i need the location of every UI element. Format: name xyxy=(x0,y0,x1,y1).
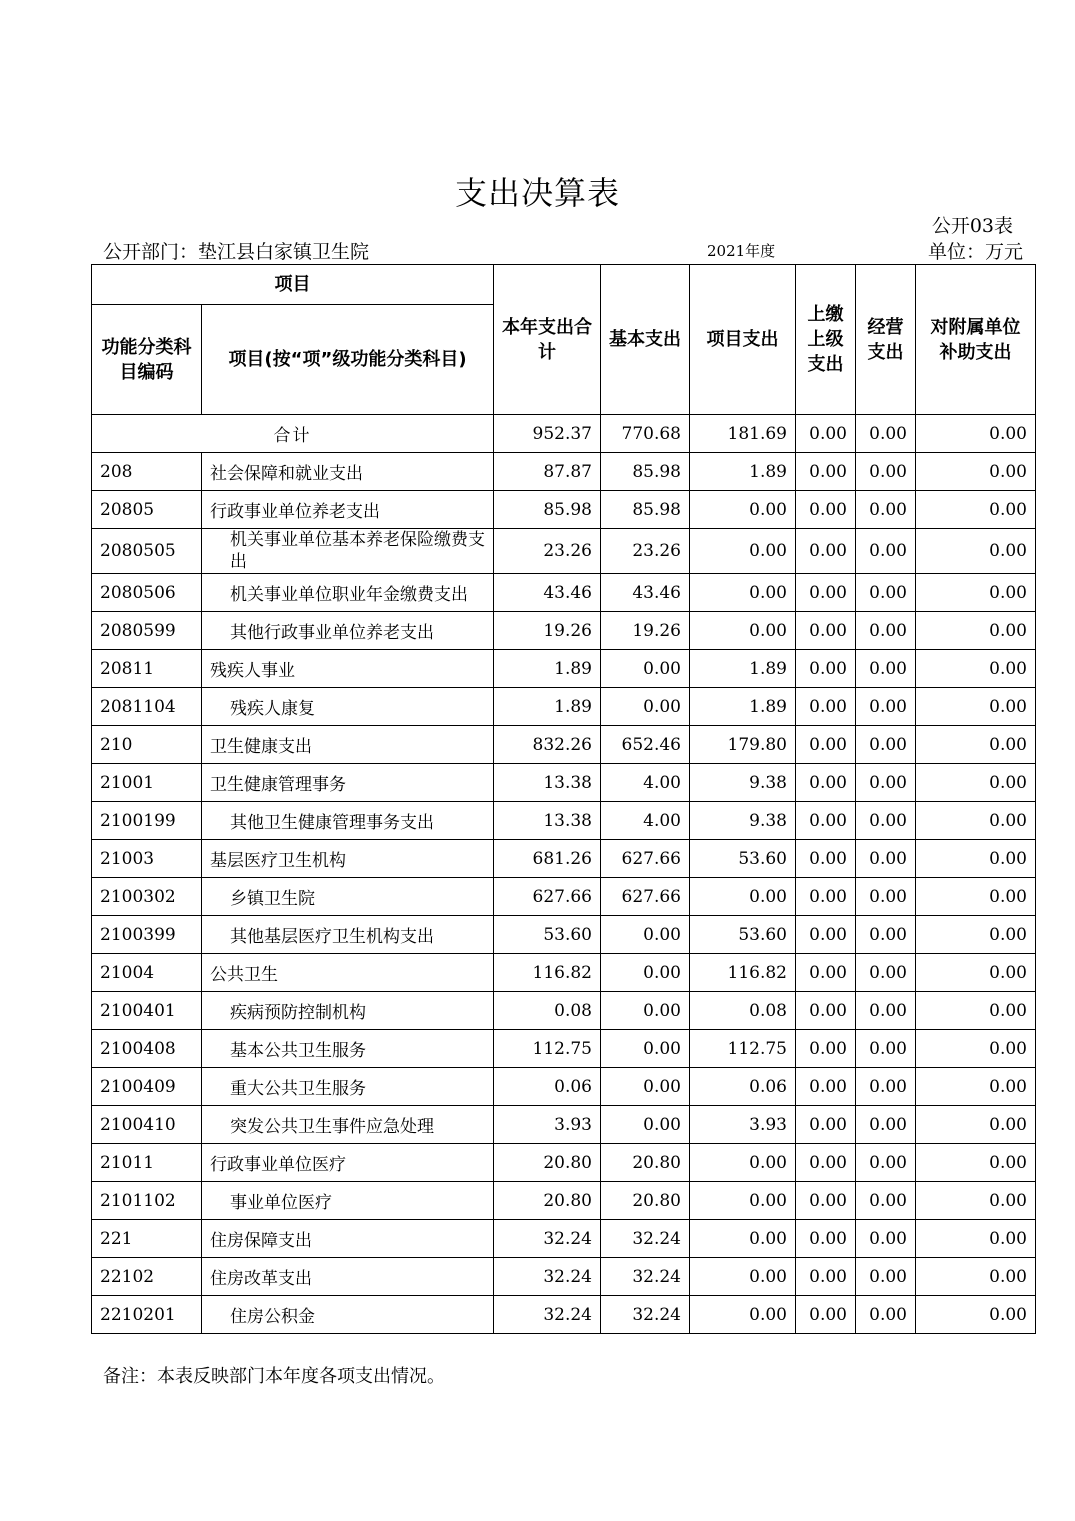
row-name: 其他基层医疗卫生机构支出 xyxy=(202,916,494,954)
row-upper: 0.00 xyxy=(796,1258,856,1296)
row-subsidy: 0.00 xyxy=(916,992,1036,1030)
row-operating: 0.00 xyxy=(856,1220,916,1258)
row-operating: 0.00 xyxy=(856,878,916,916)
row-item: 0.00 xyxy=(690,1296,796,1334)
row-upper: 0.00 xyxy=(796,1068,856,1106)
table-row xyxy=(92,650,1036,688)
table-row xyxy=(92,1296,1036,1334)
row-total: 20.80 xyxy=(494,1182,601,1220)
row-item: 179.80 xyxy=(690,726,796,764)
row-basic: 20.80 xyxy=(601,1182,690,1220)
row-item: 0.00 xyxy=(690,574,796,612)
row-upper: 0.00 xyxy=(796,491,856,529)
row-subsidy: 0.00 xyxy=(916,574,1036,612)
row-name: 其他卫生健康管理事务支出 xyxy=(202,802,494,840)
row-code: 21003 xyxy=(92,840,202,878)
row-name: 住房改革支出 xyxy=(202,1258,494,1296)
row-operating: 0.00 xyxy=(856,992,916,1030)
total-item: 181.69 xyxy=(690,415,796,453)
row-subsidy: 0.00 xyxy=(916,1182,1036,1220)
header-basic: 基本支出 xyxy=(601,265,690,415)
row-upper: 0.00 xyxy=(796,688,856,726)
row-operating: 0.00 xyxy=(856,726,916,764)
header-operating: 经营支出 xyxy=(856,265,916,415)
row-code: 2100401 xyxy=(92,992,202,1030)
row-name: 机关事业单位职业年金缴费支出 xyxy=(202,574,494,612)
row-item: 0.00 xyxy=(690,1144,796,1182)
row-total: 32.24 xyxy=(494,1258,601,1296)
row-total: 0.06 xyxy=(494,1068,601,1106)
row-total: 32.24 xyxy=(494,1296,601,1334)
table-row xyxy=(92,916,1036,954)
row-basic: 85.98 xyxy=(601,453,690,491)
row-basic: 85.98 xyxy=(601,491,690,529)
row-upper: 0.00 xyxy=(796,612,856,650)
row-name: 公共卫生 xyxy=(202,954,494,992)
row-subsidy: 0.00 xyxy=(916,1258,1036,1296)
form-number: 公开03表 xyxy=(931,215,1013,237)
row-upper: 0.00 xyxy=(796,764,856,802)
row-total: 32.24 xyxy=(494,1220,601,1258)
row-basic: 32.24 xyxy=(601,1220,690,1258)
row-basic: 32.24 xyxy=(601,1296,690,1334)
row-upper: 0.00 xyxy=(796,916,856,954)
row-basic: 32.24 xyxy=(601,1258,690,1296)
row-operating: 0.00 xyxy=(856,1068,916,1106)
total-label: 合计 xyxy=(92,415,494,453)
row-name: 行政事业单位养老支出 xyxy=(202,491,494,529)
row-code: 21001 xyxy=(92,764,202,802)
row-item: 0.00 xyxy=(690,1258,796,1296)
row-name: 疾病预防控制机构 xyxy=(202,992,494,1030)
table-row xyxy=(92,453,1036,491)
row-subsidy: 0.00 xyxy=(916,1296,1036,1334)
row-total: 23.26 xyxy=(494,529,601,574)
row-item: 9.38 xyxy=(690,764,796,802)
row-subsidy: 0.00 xyxy=(916,878,1036,916)
total-subsidy: 0.00 xyxy=(916,415,1036,453)
row-basic: 4.00 xyxy=(601,802,690,840)
fiscal-year: 2021年度 xyxy=(707,242,776,260)
row-operating: 0.00 xyxy=(856,1030,916,1068)
row-code: 2081104 xyxy=(92,688,202,726)
row-name: 残疾人事业 xyxy=(202,650,494,688)
header-name: 项目(按“项”级功能分类科目) xyxy=(202,305,494,415)
row-code: 2080599 xyxy=(92,612,202,650)
row-item: 0.00 xyxy=(690,491,796,529)
row-operating: 0.00 xyxy=(856,764,916,802)
row-item: 0.00 xyxy=(690,612,796,650)
row-basic: 652.46 xyxy=(601,726,690,764)
row-total: 832.26 xyxy=(494,726,601,764)
row-item: 112.75 xyxy=(690,1030,796,1068)
row-subsidy: 0.00 xyxy=(916,491,1036,529)
row-name: 住房公积金 xyxy=(202,1296,494,1334)
row-subsidy: 0.00 xyxy=(916,916,1036,954)
table-row xyxy=(92,529,1036,574)
header-total: 本年支出合计 xyxy=(494,265,601,415)
table-row xyxy=(92,840,1036,878)
row-code: 2100199 xyxy=(92,802,202,840)
table-row xyxy=(92,878,1036,916)
row-name: 卫生健康支出 xyxy=(202,726,494,764)
row-total: 112.75 xyxy=(494,1030,601,1068)
row-total: 681.26 xyxy=(494,840,601,878)
row-item: 0.06 xyxy=(690,1068,796,1106)
row-basic: 0.00 xyxy=(601,954,690,992)
row-item: 9.38 xyxy=(690,802,796,840)
row-operating: 0.00 xyxy=(856,491,916,529)
row-code: 2101102 xyxy=(92,1182,202,1220)
row-upper: 0.00 xyxy=(796,574,856,612)
row-subsidy: 0.00 xyxy=(916,840,1036,878)
table-row xyxy=(92,612,1036,650)
row-item: 0.00 xyxy=(690,529,796,574)
header-item: 项目支出 xyxy=(690,265,796,415)
row-name: 行政事业单位医疗 xyxy=(202,1144,494,1182)
table-row xyxy=(92,992,1036,1030)
row-code: 2210201 xyxy=(92,1296,202,1334)
row-code: 2100410 xyxy=(92,1106,202,1144)
row-item: 3.93 xyxy=(690,1106,796,1144)
row-name: 重大公共卫生服务 xyxy=(202,1068,494,1106)
row-code: 2100302 xyxy=(92,878,202,916)
row-operating: 0.00 xyxy=(856,650,916,688)
row-basic: 0.00 xyxy=(601,1030,690,1068)
row-total: 85.98 xyxy=(494,491,601,529)
row-name: 机关事业单位基本养老保险缴费支出 xyxy=(202,529,494,574)
row-item: 0.00 xyxy=(690,1220,796,1258)
table-row xyxy=(92,1220,1036,1258)
row-item: 1.89 xyxy=(690,688,796,726)
row-name: 其他行政事业单位养老支出 xyxy=(202,612,494,650)
row-basic: 20.80 xyxy=(601,1144,690,1182)
row-subsidy: 0.00 xyxy=(916,1030,1036,1068)
header-subsidy: 对附属单位补助支出 xyxy=(916,265,1036,415)
unit-label: 单位：万元 xyxy=(927,241,1023,263)
total-total: 952.37 xyxy=(494,415,601,453)
row-subsidy: 0.00 xyxy=(916,529,1036,574)
row-total: 3.93 xyxy=(494,1106,601,1144)
total-upper: 0.00 xyxy=(796,415,856,453)
row-total: 627.66 xyxy=(494,878,601,916)
row-operating: 0.00 xyxy=(856,574,916,612)
row-upper: 0.00 xyxy=(796,726,856,764)
row-operating: 0.00 xyxy=(856,1296,916,1334)
row-subsidy: 0.00 xyxy=(916,764,1036,802)
row-item: 0.08 xyxy=(690,992,796,1030)
row-operating: 0.00 xyxy=(856,840,916,878)
row-operating: 0.00 xyxy=(856,529,916,574)
row-operating: 0.00 xyxy=(856,688,916,726)
page-title: 支出决算表 xyxy=(454,174,620,212)
row-total: 0.08 xyxy=(494,992,601,1030)
row-code: 20811 xyxy=(92,650,202,688)
row-total: 87.87 xyxy=(494,453,601,491)
row-code: 210 xyxy=(92,726,202,764)
row-basic: 19.26 xyxy=(601,612,690,650)
total-operating: 0.00 xyxy=(856,415,916,453)
table-row xyxy=(92,954,1036,992)
row-operating: 0.00 xyxy=(856,1182,916,1220)
row-upper: 0.00 xyxy=(796,878,856,916)
row-code: 21011 xyxy=(92,1144,202,1182)
row-basic: 23.26 xyxy=(601,529,690,574)
row-upper: 0.00 xyxy=(796,840,856,878)
department-label: 公开部门：垫江县白家镇卫生院 xyxy=(103,241,370,263)
row-upper: 0.00 xyxy=(796,650,856,688)
row-item: 0.00 xyxy=(690,1182,796,1220)
row-operating: 0.00 xyxy=(856,954,916,992)
row-upper: 0.00 xyxy=(796,802,856,840)
table-row xyxy=(92,491,1036,529)
row-basic: 0.00 xyxy=(601,916,690,954)
table-row xyxy=(92,726,1036,764)
row-name: 乡镇卫生院 xyxy=(202,878,494,916)
row-code: 20805 xyxy=(92,491,202,529)
row-operating: 0.00 xyxy=(856,802,916,840)
footnote: 备注：本表反映部门本年度各项支出情况。 xyxy=(103,1366,445,1387)
row-subsidy: 0.00 xyxy=(916,453,1036,491)
row-total: 43.46 xyxy=(494,574,601,612)
row-upper: 0.00 xyxy=(796,1296,856,1334)
table-row xyxy=(92,574,1036,612)
row-basic: 0.00 xyxy=(601,1106,690,1144)
row-code: 2100399 xyxy=(92,916,202,954)
table-row xyxy=(92,688,1036,726)
row-basic: 627.66 xyxy=(601,878,690,916)
row-item: 1.89 xyxy=(690,453,796,491)
row-name: 残疾人康复 xyxy=(202,688,494,726)
row-total: 1.89 xyxy=(494,688,601,726)
table-row xyxy=(92,802,1036,840)
row-item: 53.60 xyxy=(690,916,796,954)
row-name: 基层医疗卫生机构 xyxy=(202,840,494,878)
row-basic: 627.66 xyxy=(601,840,690,878)
row-subsidy: 0.00 xyxy=(916,802,1036,840)
total-row xyxy=(92,415,1036,453)
row-total: 13.38 xyxy=(494,802,601,840)
row-subsidy: 0.00 xyxy=(916,612,1036,650)
row-code: 21004 xyxy=(92,954,202,992)
row-operating: 0.00 xyxy=(856,453,916,491)
row-code: 221 xyxy=(92,1220,202,1258)
row-total: 53.60 xyxy=(494,916,601,954)
header-upper: 上缴上级支出 xyxy=(796,265,856,415)
row-code: 2100408 xyxy=(92,1030,202,1068)
row-total: 19.26 xyxy=(494,612,601,650)
row-operating: 0.00 xyxy=(856,916,916,954)
row-upper: 0.00 xyxy=(796,1182,856,1220)
table-row xyxy=(92,1106,1036,1144)
total-basic: 770.68 xyxy=(601,415,690,453)
row-item: 0.00 xyxy=(690,878,796,916)
row-basic: 4.00 xyxy=(601,764,690,802)
row-operating: 0.00 xyxy=(856,1144,916,1182)
row-subsidy: 0.00 xyxy=(916,726,1036,764)
row-code: 2080505 xyxy=(92,529,202,574)
row-total: 20.80 xyxy=(494,1144,601,1182)
table-row xyxy=(92,1144,1036,1182)
table-row xyxy=(92,1030,1036,1068)
row-operating: 0.00 xyxy=(856,612,916,650)
row-subsidy: 0.00 xyxy=(916,954,1036,992)
row-name: 卫生健康管理事务 xyxy=(202,764,494,802)
row-upper: 0.00 xyxy=(796,954,856,992)
row-basic: 0.00 xyxy=(601,992,690,1030)
row-name: 突发公共卫生事件应急处理 xyxy=(202,1106,494,1144)
row-code: 2100409 xyxy=(92,1068,202,1106)
row-name: 住房保障支出 xyxy=(202,1220,494,1258)
row-name: 基本公共卫生服务 xyxy=(202,1030,494,1068)
row-basic: 43.46 xyxy=(601,574,690,612)
table-row xyxy=(92,1182,1036,1220)
row-code: 208 xyxy=(92,453,202,491)
table-row xyxy=(92,1258,1036,1296)
row-item: 53.60 xyxy=(690,840,796,878)
row-name: 社会保障和就业支出 xyxy=(202,453,494,491)
row-name: 事业单位医疗 xyxy=(202,1182,494,1220)
row-subsidy: 0.00 xyxy=(916,1144,1036,1182)
row-operating: 0.00 xyxy=(856,1106,916,1144)
row-basic: 0.00 xyxy=(601,688,690,726)
row-basic: 0.00 xyxy=(601,1068,690,1106)
row-operating: 0.00 xyxy=(856,1258,916,1296)
row-item: 116.82 xyxy=(690,954,796,992)
header-code: 功能分类科目编码 xyxy=(92,305,202,415)
row-total: 1.89 xyxy=(494,650,601,688)
row-upper: 0.00 xyxy=(796,1144,856,1182)
row-subsidy: 0.00 xyxy=(916,1068,1036,1106)
row-upper: 0.00 xyxy=(796,453,856,491)
row-code: 22102 xyxy=(92,1258,202,1296)
table-row xyxy=(92,1068,1036,1106)
row-code: 2080506 xyxy=(92,574,202,612)
row-upper: 0.00 xyxy=(796,529,856,574)
table-row xyxy=(92,764,1036,802)
row-total: 116.82 xyxy=(494,954,601,992)
row-subsidy: 0.00 xyxy=(916,1106,1036,1144)
header-project: 项目 xyxy=(92,265,494,305)
row-upper: 0.00 xyxy=(796,1106,856,1144)
row-total: 13.38 xyxy=(494,764,601,802)
expenditure-table xyxy=(91,264,1036,1334)
row-subsidy: 0.00 xyxy=(916,1220,1036,1258)
row-upper: 0.00 xyxy=(796,1220,856,1258)
row-subsidy: 0.00 xyxy=(916,688,1036,726)
row-basic: 0.00 xyxy=(601,650,690,688)
row-upper: 0.00 xyxy=(796,992,856,1030)
row-upper: 0.00 xyxy=(796,1030,856,1068)
row-item: 1.89 xyxy=(690,650,796,688)
row-subsidy: 0.00 xyxy=(916,650,1036,688)
